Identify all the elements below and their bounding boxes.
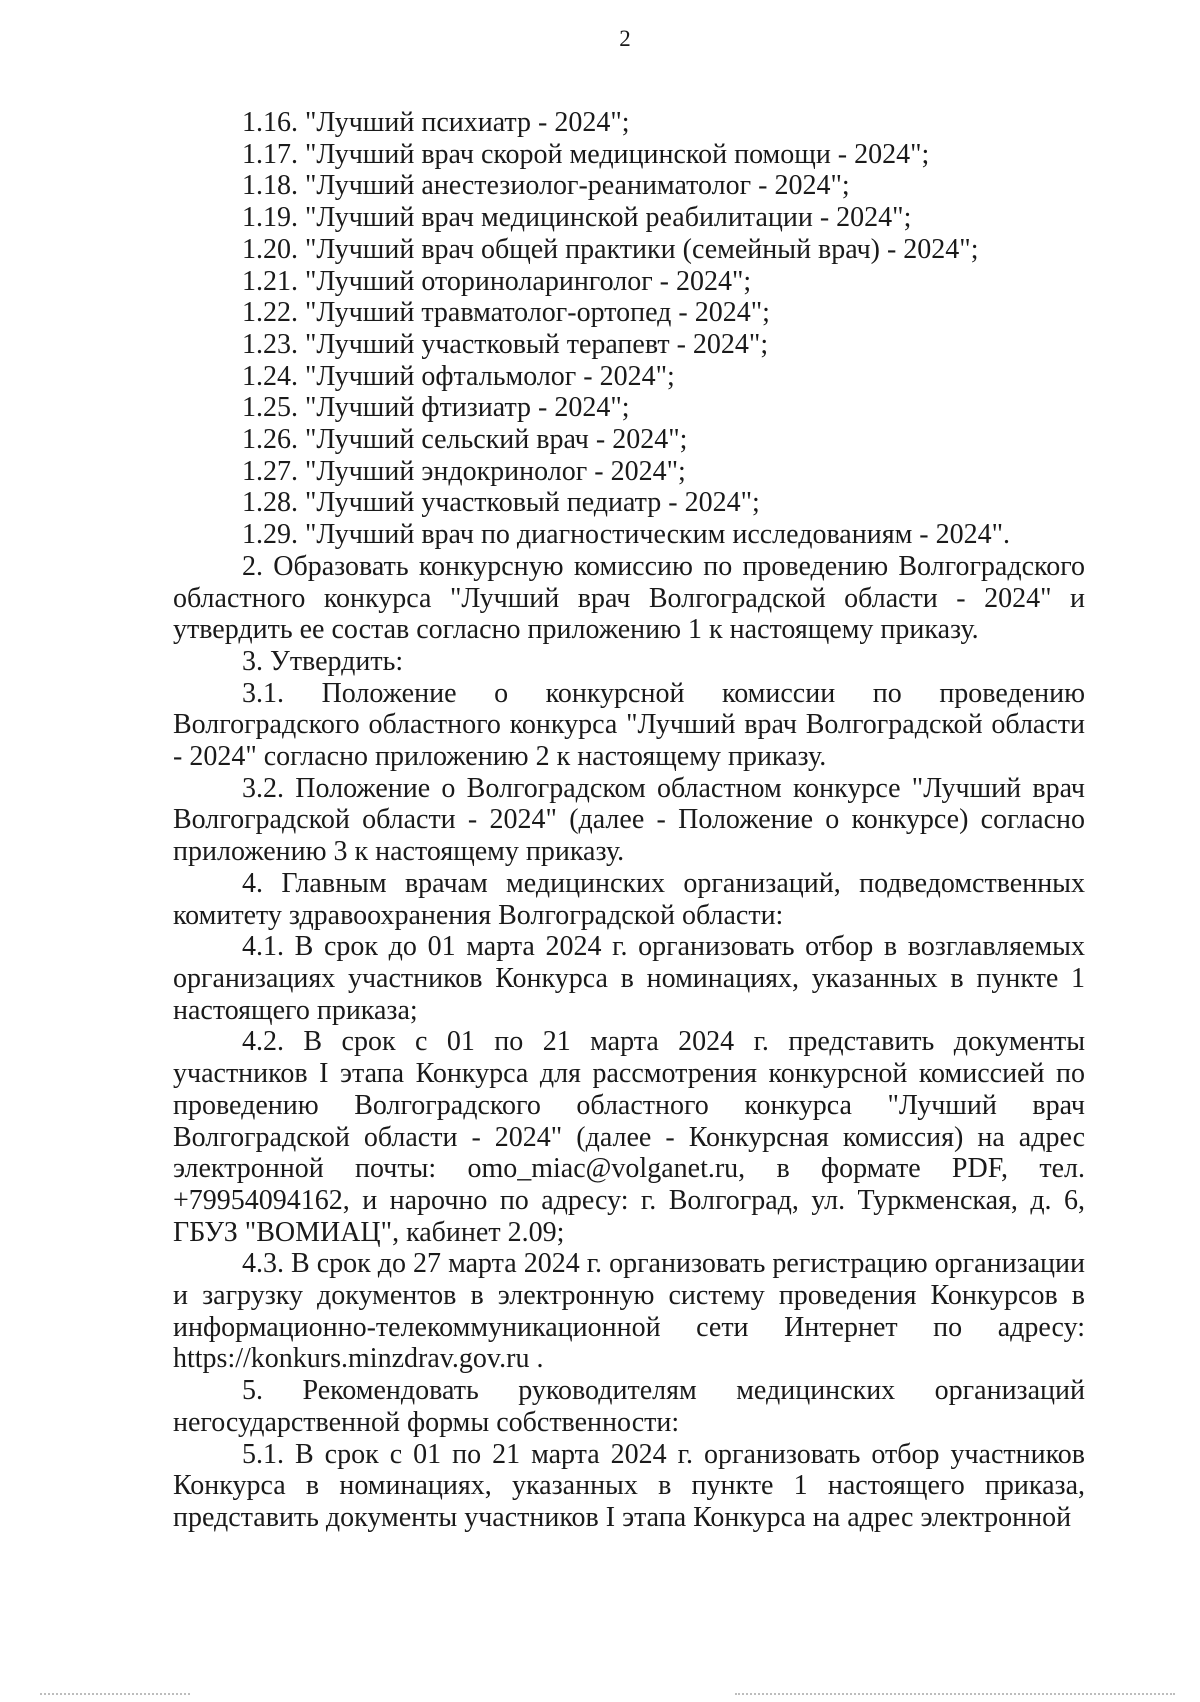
list-item: 1.24. "Лучший офтальмолог - 2024";	[242, 360, 675, 392]
list-item: 1.27. "Лучший эндокринолог - 2024";	[242, 455, 686, 487]
list-item: 1.23. "Лучший участковый терапевт - 2024";	[242, 328, 769, 360]
paragraph-3-1: 3.1. Положение о конкурсной комиссии по проведению Волгоградского областного конкурса "Лучший врач Волгоградской области - 2024" согласно приложению 2 к настоящему приказу.	[173, 677, 1085, 773]
list-item: 1.19. "Лучший врач медицинской реабилитации - 2024";	[242, 202, 912, 234]
list-item: 1.21. "Лучший оториноларинголог - 2024";	[242, 265, 752, 297]
list-item: 1.20. "Лучший врач общей практики (семейный врач) - 2024";	[242, 233, 979, 265]
paragraph-3: 3. Утвердить:	[242, 645, 404, 677]
page-number: 2	[619, 26, 631, 51]
paragraph-4-1: 4.1. В срок до 01 марта 2024 г. организовать отбор в возглавляемых организациях участников Конкурса в номинациях, указанных в пункте 1 настоящего приказа;	[173, 931, 1085, 1026]
scan-artifact-dots	[0, 1693, 1200, 1696]
list-item: 1.26. "Лучший сельский врач - 2024";	[242, 424, 688, 456]
paragraph-4: 4. Главным врачам медицинских организаций, подведомственных комитету здравоохранения Волгоградской области:	[173, 867, 1085, 931]
paragraph-5-1: 5.1. В срок с 01 по 21 марта 2024 г. организовать отбор участников Конкурса в номинациях, указанных в пункте 1 настоящего приказа, представить документы участников I этапа Конкурса на адрес электронной	[173, 1438, 1085, 1533]
list-item: 1.17. "Лучший врач скорой медицинской помощи - 2024";	[242, 138, 930, 170]
paragraph-5: 5. Рекомендовать руководителям медицинских организаций негосударственной формы собственности:	[173, 1375, 1085, 1438]
paragraph-4-2: 4.2. В срок с 01 по 21 марта 2024 г. представить документы участников I этапа Конкурса для рассмотрения конкурсной комиссией по проведению Волгоградского областного конкурса "Лучший врач Волгоградской области - 2024" (далее - Конкурсная комиссия) на адрес электронной почты: omo_miac@volganet.ru, в формате PDF, тел. +79954094162, и нарочно по адресу: г. Волгоград, ул. Туркменская, д. 6, ГБУЗ "ВОМИАЦ", кабинет 2.09;	[173, 1026, 1085, 1248]
list-item: 1.28. "Лучший участковый педиатр - 2024";	[242, 487, 760, 519]
paragraph-4-3: 4.3. В срок до 27 марта 2024 г. организовать регистрацию организации и загрузку документов в электронную систему проведения Конкурсов в информационно-телекоммуникационной сети Интернет по адресу: https://konkurs.minzdrav.gov.ru .	[173, 1248, 1085, 1375]
paragraph-2: 2. Образовать конкурсную комиссию по проведению Волгоградского областного конкурса "Лучший врач Волгоградской области - 2024" и утвердить ее состав согласно приложению 1 к настоящему приказу.	[173, 550, 1085, 646]
list-item: 1.25. "Лучший фтизиатр - 2024";	[242, 392, 630, 424]
list-item: 1.16. "Лучший психиатр - 2024";	[242, 107, 630, 138]
list-item: 1.18. "Лучший анестезиолог-реаниматолог - 2024";	[242, 170, 850, 202]
document-body	[173, 107, 1085, 1534]
list-item: 1.29. "Лучший врач по диагностическим исследованиям - 2024".	[242, 519, 1011, 551]
list-item: 1.22. "Лучший травматолог-ортопед - 2024";	[242, 297, 770, 329]
paragraph-3-2: 3.2. Положение о Волгоградском областном конкурсе "Лучший врач Волгоградской области - 2024" (далее - Положение о конкурсе) согласно приложению 3 к настоящему приказу.	[173, 772, 1085, 868]
